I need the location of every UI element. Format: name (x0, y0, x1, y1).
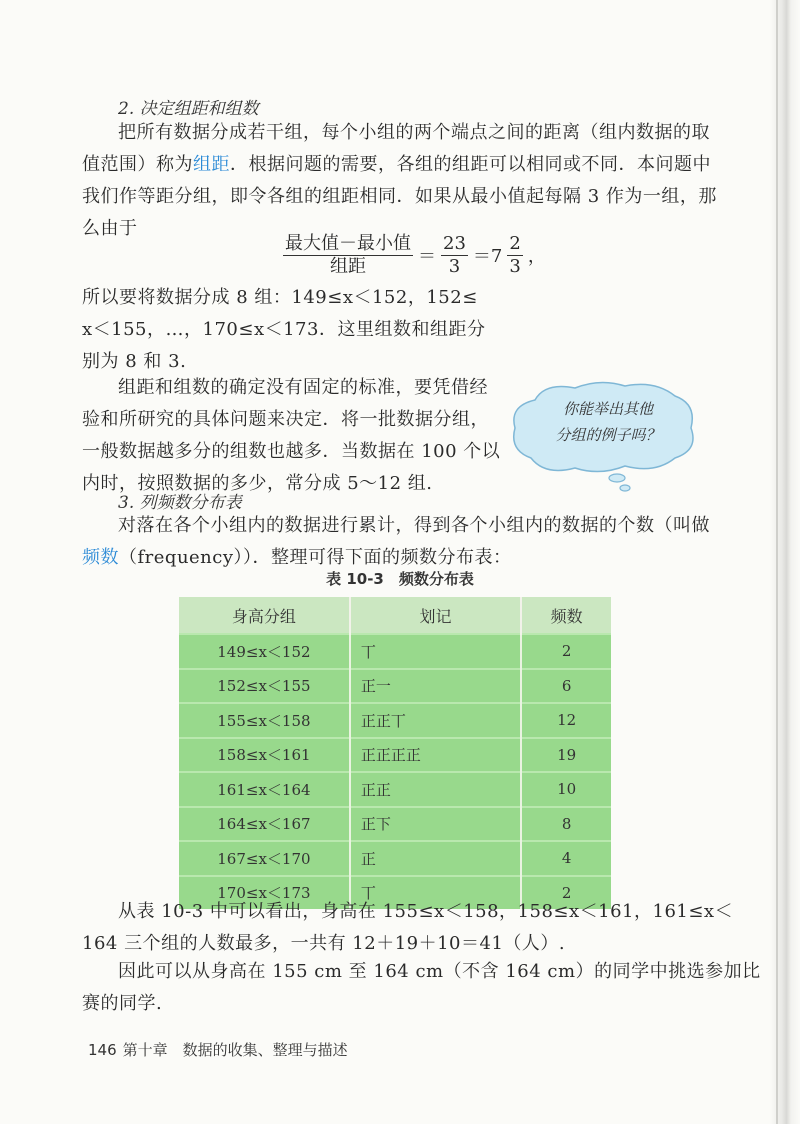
fraction-23-over-3: $\frac{23}{3}$ (443, 232, 466, 277)
section-heading-3: 3. 列频数分布表 (118, 493, 242, 513)
table-row (179, 807, 611, 842)
page-edge-line (776, 0, 778, 1124)
thought-bubble (505, 378, 700, 470)
column-header-frequency: 频数 (521, 597, 611, 634)
text-line: 对落在各个小组内的数据进行累计，得到各个小组内的数据的个数（叫做 (118, 515, 710, 536)
cell-height-group: 158≤x＜161 (179, 738, 350, 773)
cell-frequency: 8 (521, 807, 611, 842)
paragraph-group-count (82, 282, 486, 378)
text-line: 我们作等距分组，即令各组的组距相同．如果从最小值起每隔 3 作为一组，那 (82, 186, 717, 207)
page-number: 146 (88, 1041, 117, 1059)
column-header-height-group: 身高分组 (179, 597, 350, 634)
page-binding-shadow (770, 0, 800, 1124)
text-line: 验和所研究的具体问题来决定．将一批数据分组， (82, 409, 489, 430)
cell-tally: 丅 (350, 876, 521, 910)
table-header-row (179, 597, 611, 634)
term-group-distance: 组距 (193, 154, 230, 175)
cell-tally: 正正丅 (350, 703, 521, 738)
cell-frequency: 10 (521, 772, 611, 807)
cell-frequency: 12 (521, 703, 611, 738)
cell-height-group: 149≤x＜152 (179, 634, 350, 669)
cell-tally: 正正正正 (350, 738, 521, 773)
cell-height-group: 152≤x＜155 (179, 669, 350, 704)
cell-height-group: 170≤x＜173 (179, 876, 350, 910)
text-line: 内时，按照数据的多少，常分成 5～12 组. (82, 473, 433, 494)
text-line: 别为 8 和 3. (82, 351, 187, 372)
text-line: 所以要将数据分成 8 组：149≤x＜152，152≤ (82, 287, 478, 308)
cell-frequency: 2 (521, 876, 611, 910)
text-line: x＜155，…，170≤x＜173．这里组数和组距分 (82, 319, 486, 340)
table-row (179, 738, 611, 773)
fraction-range-over-distance: $\frac{\text{最大值－最小值}}{\text{组距}}$ (285, 232, 411, 277)
cell-tally: 正正 (350, 772, 521, 807)
text-line: 164 三个组的人数最多，一共有 12＋19＋10＝41（人）. (82, 933, 566, 954)
paragraph-selection (82, 956, 761, 1020)
table-row (179, 703, 611, 738)
frequency-table (179, 597, 611, 909)
text-line: 组距和组数的确定没有固定的标准，要凭借经 (118, 377, 488, 398)
cell-tally: 正下 (350, 807, 521, 842)
cell-height-group: 155≤x＜158 (179, 703, 350, 738)
cell-tally: 正一 (350, 669, 521, 704)
cell-height-group: 161≤x＜164 (179, 772, 350, 807)
table-row (179, 669, 611, 704)
cell-height-group: 164≤x＜167 (179, 807, 350, 842)
cell-frequency: 2 (521, 634, 611, 669)
text-line: 么由于 (82, 218, 138, 239)
column-header-tally: 划记 (350, 597, 521, 634)
text-line: 频数（frequency））．整理可得下面的频数分布表： (82, 547, 512, 568)
text-line: 把所有数据分成若干组，每个小组的两个端点之间的距离（组内数据的取 (118, 122, 710, 143)
table-caption: 表 10-3 频数分布表 (326, 570, 474, 588)
group-count-formula: $\frac{\text{最大值－最小值}}{\text{组距}}$ ＝ $\frac{23}{3}$ ＝7 $\frac{2}{3}$ ， (285, 232, 546, 277)
fraction-2-over-3: $\frac{2}{3}$ (509, 232, 521, 277)
table-row (179, 634, 611, 669)
paragraph-conclusion (82, 896, 734, 960)
page-footer (88, 1039, 348, 1060)
section-heading-2: 2. 决定组距和组数 (118, 99, 259, 119)
cell-height-group: 167≤x＜170 (179, 841, 350, 876)
cell-tally: 正 (350, 841, 521, 876)
cell-frequency: 6 (521, 669, 611, 704)
text-line: 从表 10-3 中可以看出，身高在 155≤x＜158，158≤x＜161，161≤x＜ (118, 901, 734, 922)
paragraph-frequency (82, 510, 710, 574)
table-row (179, 841, 611, 876)
paragraph-group-distance (82, 117, 717, 245)
cell-frequency: 19 (521, 738, 611, 773)
cell-tally: 丅 (350, 634, 521, 669)
table-row (179, 772, 611, 807)
paragraph-grouping-standard (82, 372, 501, 500)
text-line: 一般数据越多分的组数也越多．当数据在 100 个以 (82, 441, 501, 462)
text-line: 值范围）称为组距．根据问题的需要，各组的组距可以相同或不同．本问题中 (82, 154, 711, 175)
term-frequency: 频数 (82, 547, 119, 568)
cell-frequency: 4 (521, 841, 611, 876)
bubble-text: 你能举出其他 分组的例子吗？ (555, 400, 661, 444)
text-line: 赛的同学. (82, 993, 163, 1014)
chapter-title: 第十章 数据的收集、整理与描述 (122, 1041, 348, 1059)
text-line: 因此可以从身高在 155 cm 至 164 cm（不含 164 cm）的同学中挑选参加比 (118, 961, 761, 982)
